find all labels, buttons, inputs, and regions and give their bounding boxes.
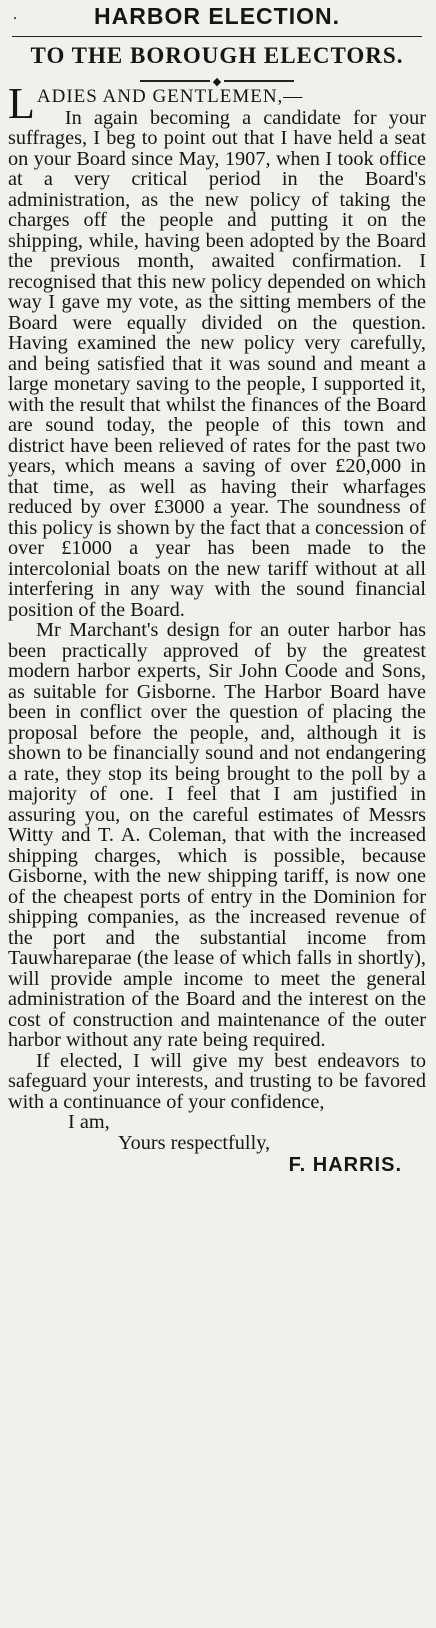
ornament-diamond: ◆: [212, 75, 222, 88]
closing: [8, 1112, 426, 1154]
article-body: [8, 79, 426, 1113]
salutation-text: ADIES AND GENTLEMEN,—: [36, 86, 304, 107]
signature: F. HARRIS.: [288, 1154, 402, 1176]
closing-line-yours: Yours respectfully,: [118, 1132, 271, 1154]
closing-line-i-am: I am,: [68, 1111, 110, 1133]
subheadline: TO THE BOROUGH ELECTORS.: [30, 43, 404, 68]
paragraph-2: Mr Marchant's design for an outer harbor has been practically approved of by the greatest modern harbor experts, Sir John Coode and Sons, as suitable for Gisborne. The Harbor Board have been in conflict over the question of placing the proposal before the people, and, although it is shown to be financially sound and not endangering a rate, they stop its being brought to the poll by a majority of one. I feel that I am justified in assuring you, on the careful estimates of Messrs Witty and T. A. Coleman, that with the increased shipping charges, which is possible, because Gisborne, with the new shipping tariff, is now one of the cheapest ports of entry in the Dominion for shipping companies, as the increased revenue of the port and the substantial income from Tauwhareparae (the lease of which falls in shortly), will provide ample income to meet the general administration of the Board and the interest on the cost of construction and maintenance of the outer harbor without any rate being required.: [8, 619, 426, 1051]
divider-rule: [12, 36, 422, 37]
headline: HARBOR ELECTION.: [94, 3, 340, 29]
salutation: [8, 79, 426, 128]
ornamental-rule: [8, 72, 426, 88]
drop-cap: L: [8, 79, 35, 128]
paragraph-1: In again becoming a candidate for your suffrages, I beg to point out that I have held a seat on your Board since May, 1907, when I took office at a very critical period in the Board's administration, as the new policy of taking the charges off the people and putting it on the shipping, while, having been adopted by the Board the previous month, awaited confirmation. I recognised that this new policy depended on which way I gave my vote, as the sitting members of the Board were equally divided on the question. Having examined the new policy very carefully, and being satisfied that it was sound and meant a large monetary saving to the people, I supported it, with the result that whilst the finances of the Board are sound today, the people of this town and district have been relieved of rates for the past two years, which means a saving of over £20,000 in that time, as well as having their wharfages reduced by over £3000 a year. The soundness of this policy is shown by the fact that a concession of over £1000 a year has been made to the intercolonial boats on the new tariff without at all interfering in any way with the sound financial position of the Board.: [8, 106, 426, 621]
ornament-bar-right: [224, 80, 294, 82]
ornament-bar-left: [140, 80, 210, 82]
paragraph-3: If elected, I will give my best endeavors to safeguard your interests, and trusting to be favored with a continuance of your confidence,: [8, 1049, 426, 1113]
ink-speck: .: [13, 6, 17, 23]
